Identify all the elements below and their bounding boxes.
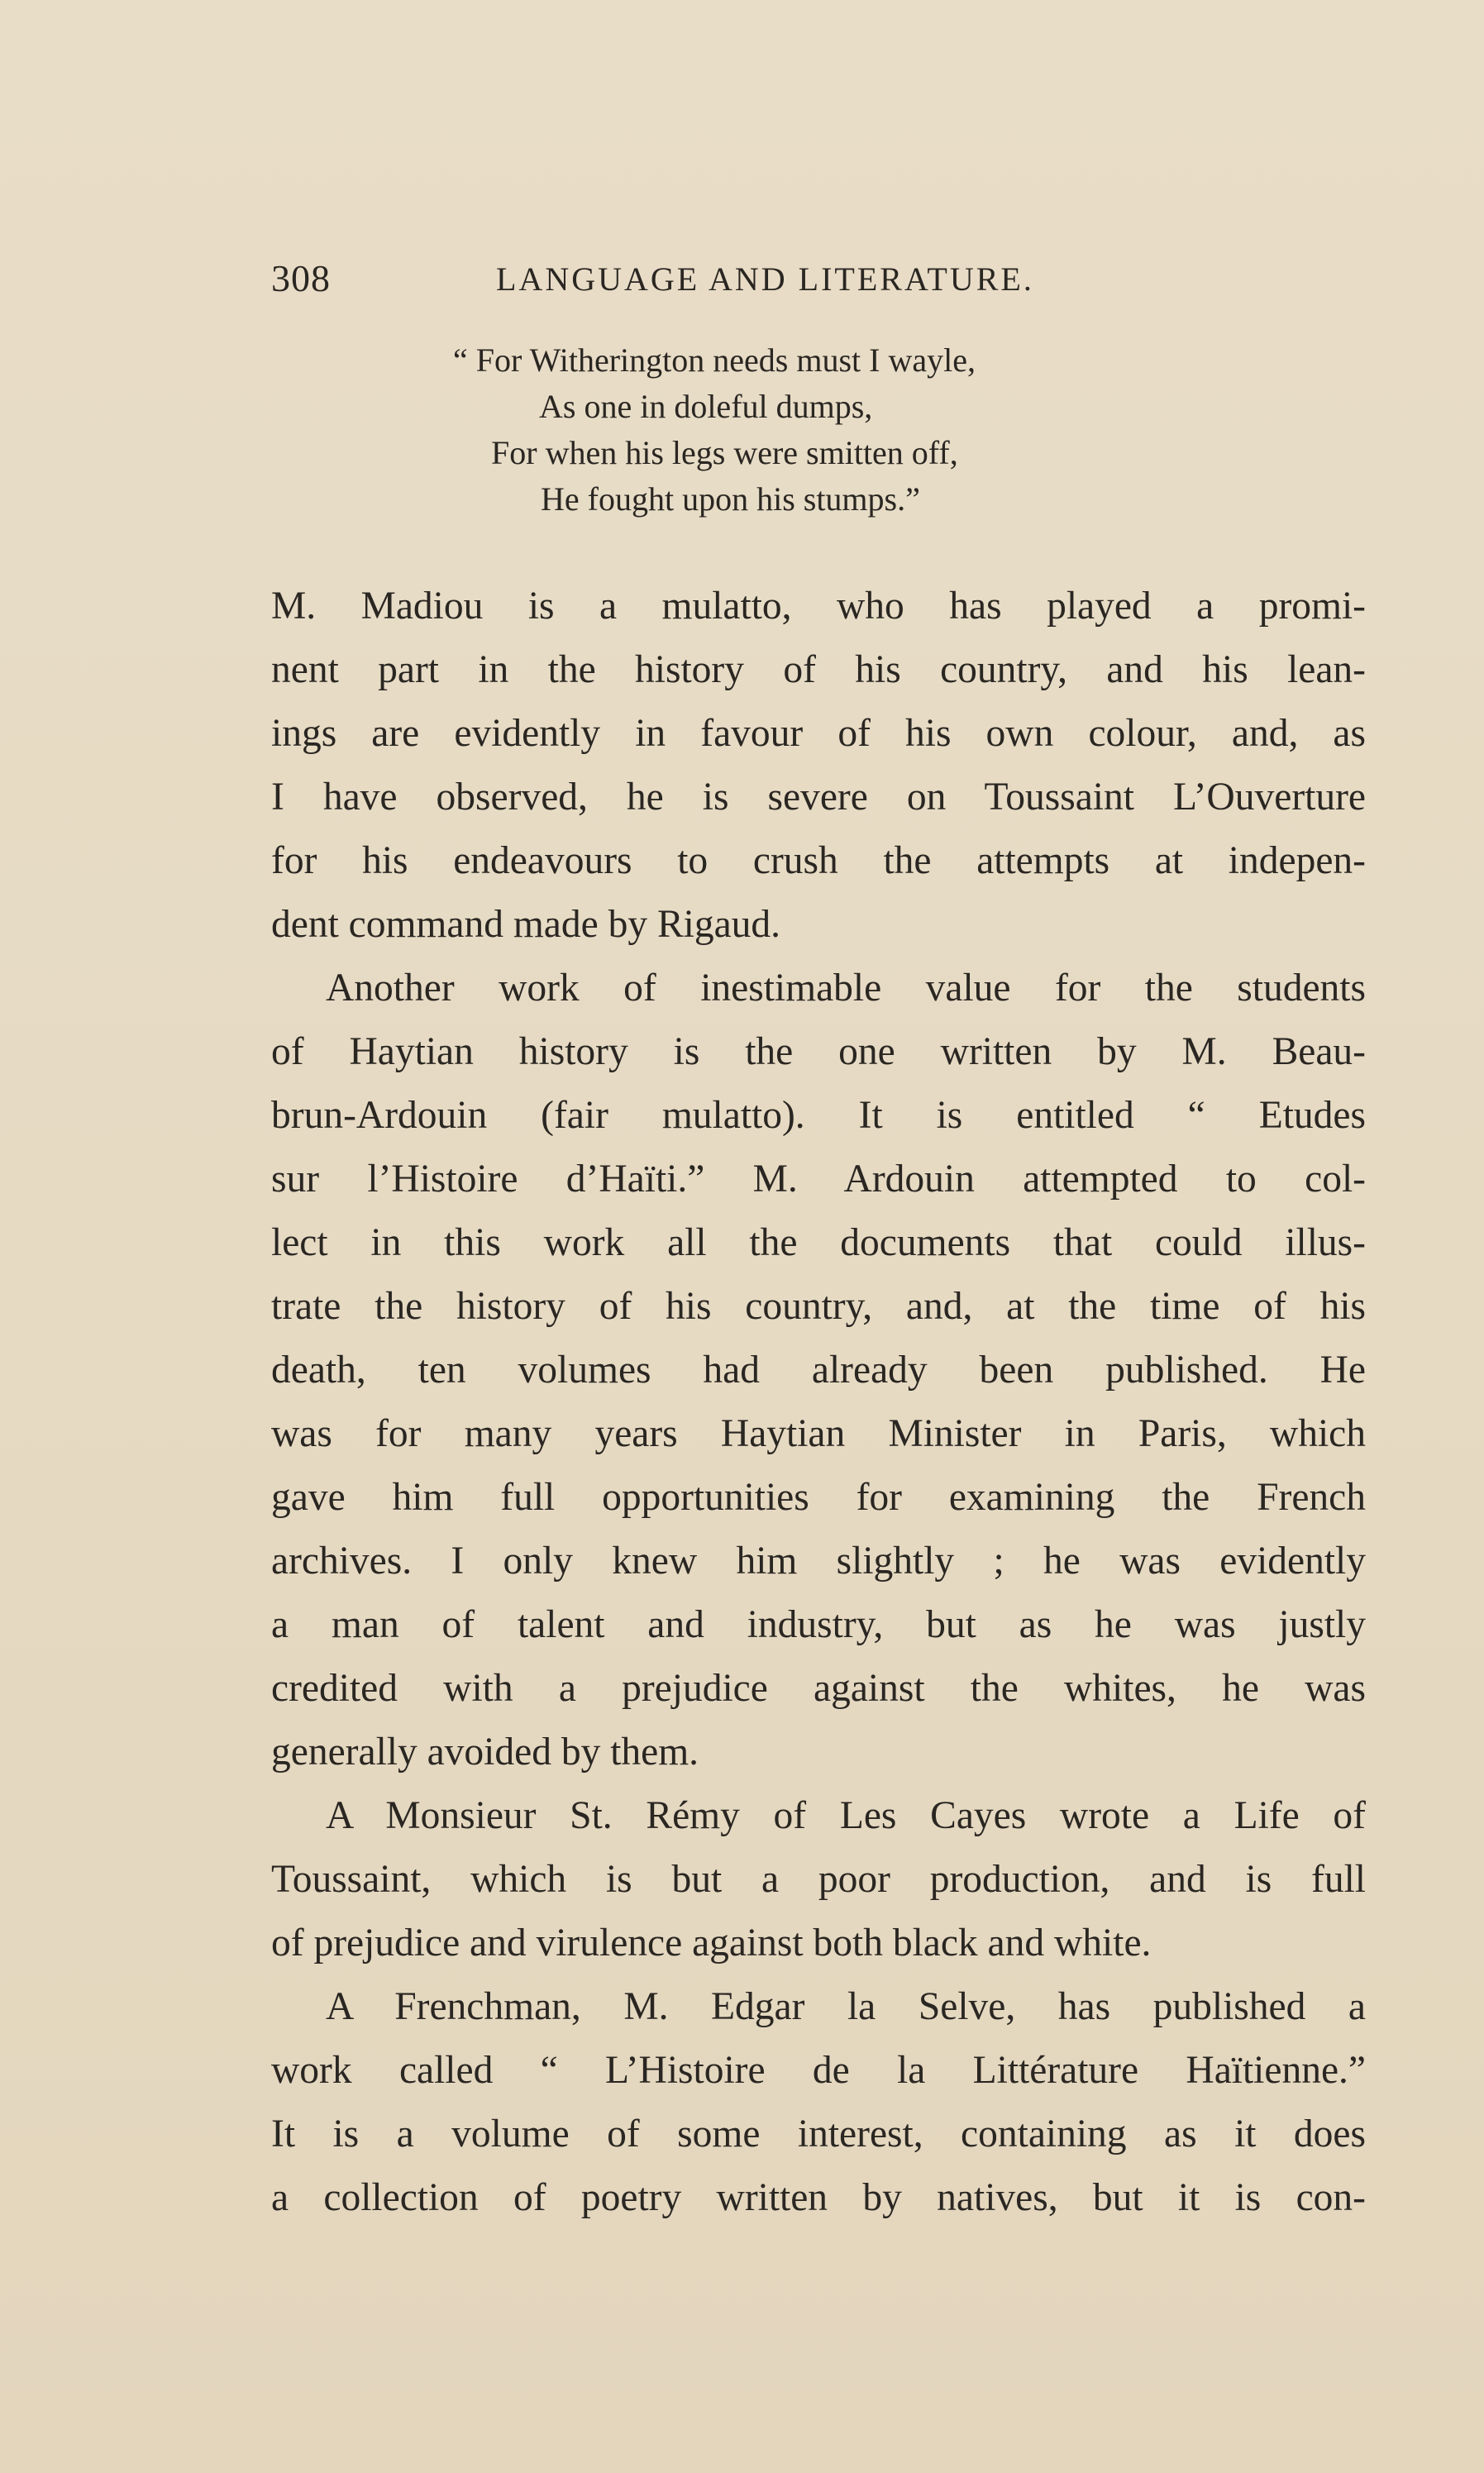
text-line: It is a volume of some interest, containing as it does [271,2113,1366,2156]
verse-line: For when his legs were smitten off, [491,434,958,471]
running-title: LANGUAGE AND LITERATURE. [496,260,1034,298]
text-line: brun-Ardouin (fair mulatto). It is entitled “ Etudes [271,1094,1366,1137]
paragraph-ardouin [271,957,1366,1784]
text-line: a man of talent and industry, but as he was justly [271,1603,1366,1646]
text-line: A Monsieur St. Rémy of Les Cayes wrote a Life of [326,1794,1366,1837]
page-number: 308 [271,257,331,299]
page-header [271,256,1362,306]
text-line: death, ten volumes had already been published. He [271,1349,1366,1392]
body-text [271,575,1366,2230]
text-line: Toussaint, which is but a poor production, and is full [271,1858,1366,1901]
text-line: for his endeavours to crush the attempts at indepen- [271,839,1366,882]
text-line: I have observed, he is severe on Toussaint L’Ouverture [271,776,1366,819]
paragraph-madiou [271,575,1366,957]
text-line: Another work of inestimable value for the students [326,967,1366,1010]
text-line: ings are evidently in favour of his own colour, and, as [271,712,1366,755]
paragraph-st-remy [271,1784,1366,1975]
text-line: work called “ L’Histoire de la Littérature Haïtienne.” [271,2049,1366,2092]
text-line: lect in this work all the documents that could illus- [271,1221,1366,1264]
text-line: generally avoided by them. [271,1731,699,1774]
text-line: dent command made by Rigaud. [271,903,781,946]
text-line: gave him full opportunities for examining the French [271,1476,1366,1519]
text-line: nent part in the history of his country, and his lean- [271,648,1366,691]
verse-line: “ For Witherington needs must I wayle, [453,341,976,379]
verse-line: As one in doleful dumps, [539,388,873,425]
text-line: of prejudice and virulence against both black and white. [271,1922,1152,1965]
paragraph-la-selve [271,1975,1366,2230]
text-line: archives. I only knew him slightly ; he was evidently [271,1540,1366,1583]
text-line: sur l’Histoire d’Haïti.” M. Ardouin attempted to col- [271,1158,1366,1201]
verse-quotation [453,337,976,523]
text-line: trate the history of his country, and, at the time of his [271,1285,1366,1328]
text-line: was for many years Haytian Minister in Paris, which [271,1412,1366,1455]
text-line: A Frenchman, M. Edgar la Selve, has published a [326,1985,1366,2028]
text-line: of Haytian history is the one written by M. Beau- [271,1030,1366,1073]
text-line: credited with a prejudice against the whites, he was [271,1667,1366,1710]
text-line: M. Madiou is a mulatto, who has played a promi- [271,585,1366,628]
text-line: a collection of poetry written by natives, but it is con- [271,2176,1366,2219]
verse-line: He fought upon his stumps.” [541,480,920,518]
